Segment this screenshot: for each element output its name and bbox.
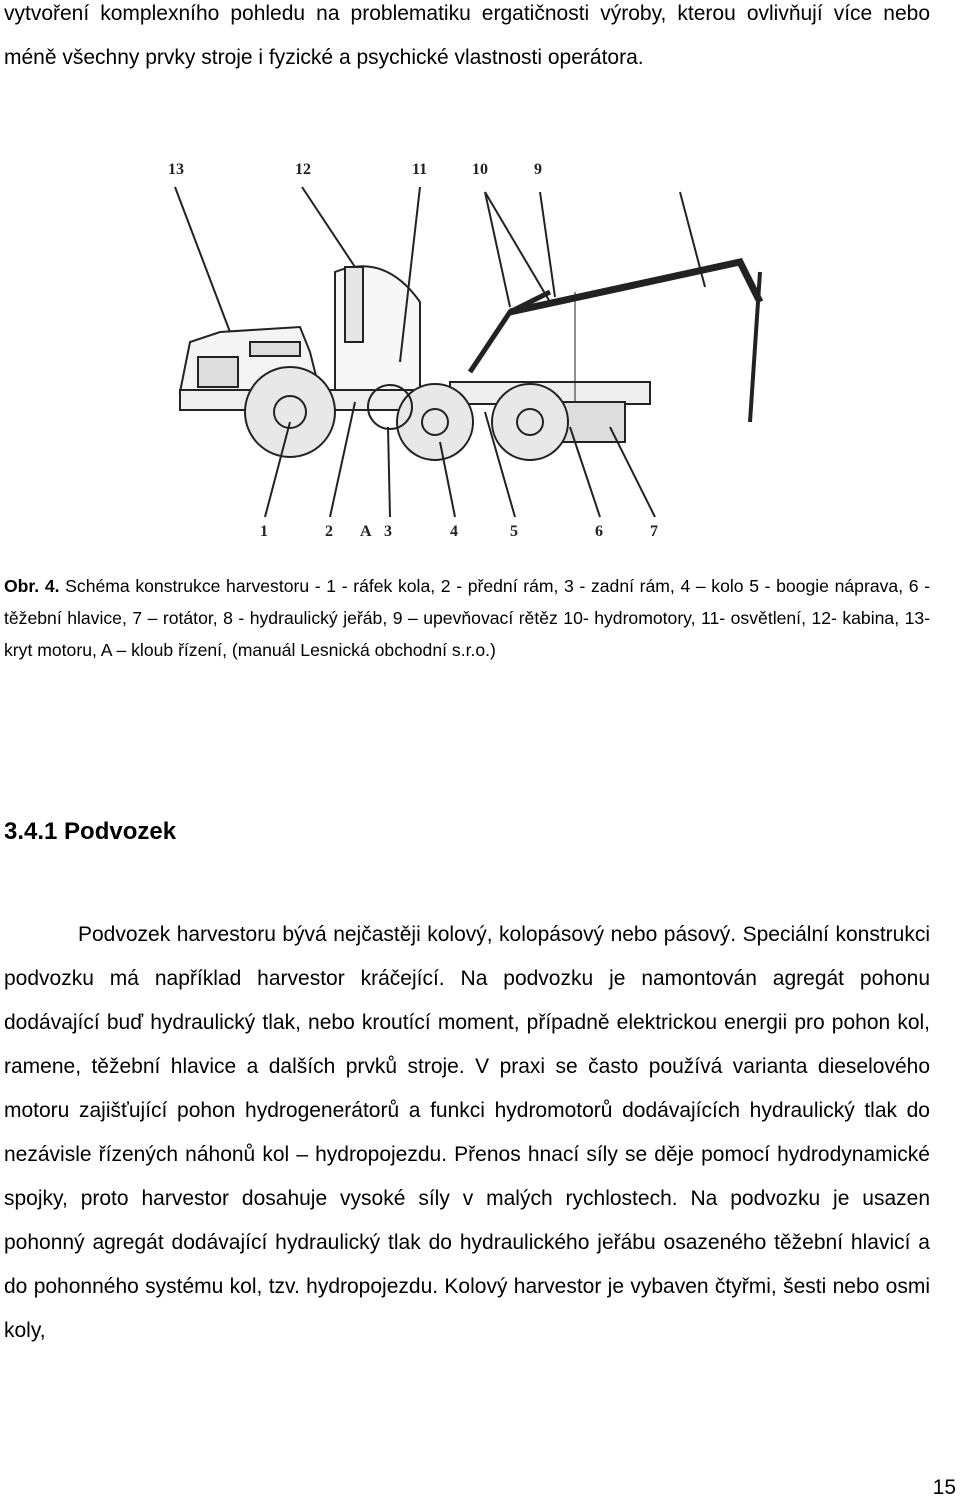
- callout-top-1: 13: [168, 161, 184, 178]
- body-paragraph: Podvozek harvestoru bývá nejčastěji kolový, kolopásový nebo pásový. Speciální konstrukci podvozku má například harvestor kráčející. Na podvozku je namontován agregát pohonu dodávající buď hydraulický tlak, nebo kroutící moment, případně elektrickou energii pro pohon kol, ramene, těžební hlavice a dalších prvků stroje. V praxi se často používá varianta dieselového motoru zajišťující pohon hydrogenerátorů a funkci hydromotorů dodávajících hydraulický tlak do nezávisle řízených náhonů kol – hydropojezdu. Přenos hnací síly se děje pomocí hydrodynamické spojky, proto harvestor dosahuje vysoké síly v malých rychlostech. Na podvozku je usazen pohonný agregát dodávající hydraulický tlak do hydraulického jeřábu osazeného těžební hlavicí a do pohonného systému kol, tzv. hydropojezdu. Kolový harvestor je vybaven čtyřmi, šesti nebo osmi koly,: [4, 923, 930, 1342]
- intro-paragraph: vytvoření komplexního pohledu na problematiku ergatičnosti výroby, kterou ovlivňují více nebo méně všechny prvky stroje i fyzické a psychické vlastnosti operátora.: [4, 2, 930, 69]
- callout-bottom-5: 4: [450, 523, 458, 540]
- harvester-diagram: [150, 152, 790, 552]
- callout-bottom-4: 3: [384, 523, 392, 540]
- caption-text: Schéma konstrukce harvestoru - 1 - ráfek kola, 2 - přední rám, 3 - zadní rám, 4 – kolo 5 - boogie náprava, 6 - těžební hlavice, 7 – rotátor, 8 - hydraulický jeřáb, 9 – upevňovací rětěz 10- hydromotory, 11- osvětlení, 12- kabina, 13- kryt motoru, A – kloub řízení, (manuál Lesnická obchodní s.r.o.): [4, 576, 930, 660]
- section-heading: 3.4.1 Podvozek: [4, 818, 177, 845]
- callout-bottom-8: 7: [650, 523, 658, 540]
- callout-top-4: 10: [472, 161, 488, 178]
- callout-bottom-1: 1: [260, 523, 268, 540]
- page-number: 15: [932, 1476, 956, 1499]
- callout-top-3: 11: [412, 161, 428, 178]
- callout-bottom-3: A: [360, 523, 372, 540]
- callout-bottom-7: 6: [595, 523, 603, 540]
- callout-top-2: 12: [295, 161, 311, 178]
- harvester-schematic: [150, 152, 790, 552]
- callout-bottom-2: 2: [325, 523, 333, 540]
- figure-caption: [4, 570, 930, 666]
- callout-top-5: 9: [534, 161, 542, 178]
- callout-bottom-6: 5: [510, 523, 518, 540]
- caption-lead: Obr. 4.: [4, 576, 60, 596]
